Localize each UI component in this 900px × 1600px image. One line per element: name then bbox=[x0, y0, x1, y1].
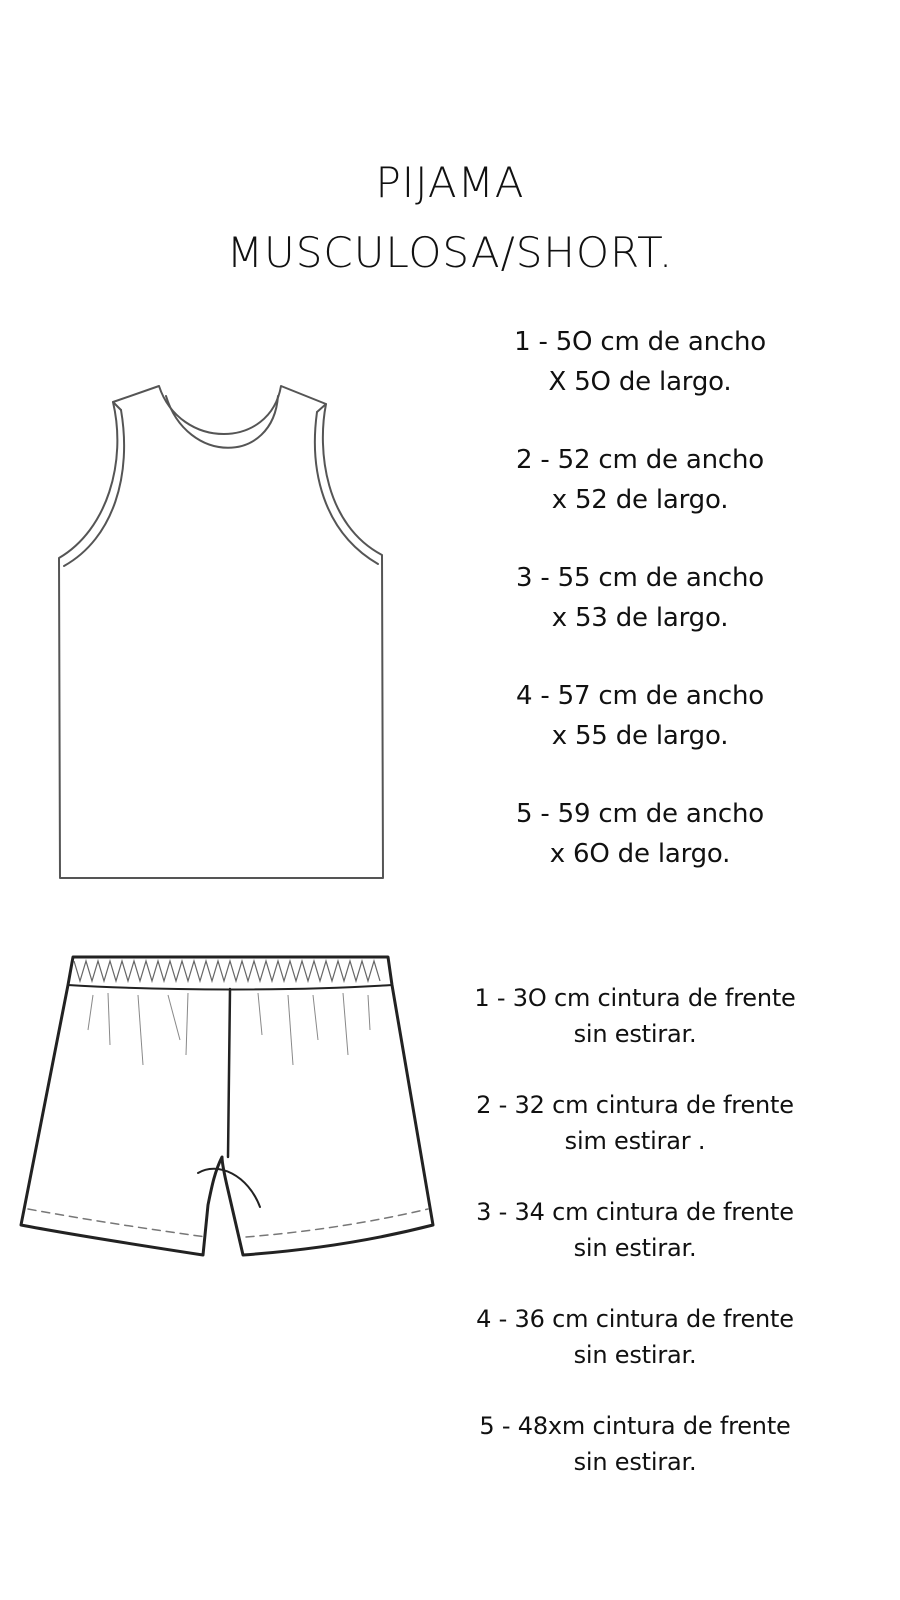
size-note: sim estirar . bbox=[564, 1127, 706, 1155]
tank-top-size-entry bbox=[480, 558, 800, 676]
shorts-size-entry bbox=[450, 1301, 820, 1408]
size-length: x 53 de largo. bbox=[551, 603, 729, 633]
size-waist: 5 - 48xm cintura de frente bbox=[479, 1412, 791, 1440]
shorts-size-entry bbox=[450, 1087, 820, 1194]
size-length: x 6O de largo. bbox=[549, 839, 731, 869]
size-measure: 3 - 55 cm de ancho bbox=[516, 563, 764, 593]
tank-top-size-list bbox=[480, 322, 800, 912]
shorts-size-entry bbox=[450, 980, 820, 1087]
size-waist: 1 - 3O cm cintura de frente bbox=[474, 984, 796, 1012]
size-length: X 5O de largo. bbox=[548, 367, 732, 397]
waistband-gathers bbox=[74, 961, 380, 981]
size-waist: 2 - 32 cm cintura de frente bbox=[476, 1091, 794, 1119]
size-measure: 2 - 52 cm de ancho bbox=[516, 445, 764, 475]
size-length: x 55 de largo. bbox=[551, 721, 729, 751]
size-note: sin estirar. bbox=[573, 1020, 697, 1048]
size-measure: 5 - 59 cm de ancho bbox=[516, 799, 764, 829]
shorts-icon bbox=[18, 945, 438, 1260]
tank-top-size-entry bbox=[480, 676, 800, 794]
size-note: sin estirar. bbox=[573, 1341, 697, 1369]
size-waist: 4 - 36 cm cintura de frente bbox=[476, 1305, 794, 1333]
size-measure: 1 - 5O cm de ancho bbox=[514, 327, 766, 357]
title-line-1: PIJAMA bbox=[375, 158, 525, 207]
size-note: sin estirar. bbox=[573, 1448, 697, 1476]
shorts-size-list bbox=[450, 980, 820, 1515]
shorts-size-entry bbox=[450, 1408, 820, 1515]
page-title bbox=[0, 148, 900, 288]
tank-top-size-entry bbox=[480, 440, 800, 558]
size-length: x 52 de largo. bbox=[551, 485, 729, 515]
title-line-2: MUSCULOSA/SHORT. bbox=[226, 228, 674, 277]
size-measure: 4 - 57 cm de ancho bbox=[516, 681, 764, 711]
tank-top-size-entry bbox=[480, 794, 800, 912]
tank-top-icon bbox=[55, 380, 390, 885]
size-waist: 3 - 34 cm cintura de frente bbox=[476, 1198, 794, 1226]
tank-top-size-entry bbox=[480, 322, 800, 440]
shorts-size-entry bbox=[450, 1194, 820, 1301]
size-note: sin estirar. bbox=[573, 1234, 697, 1262]
